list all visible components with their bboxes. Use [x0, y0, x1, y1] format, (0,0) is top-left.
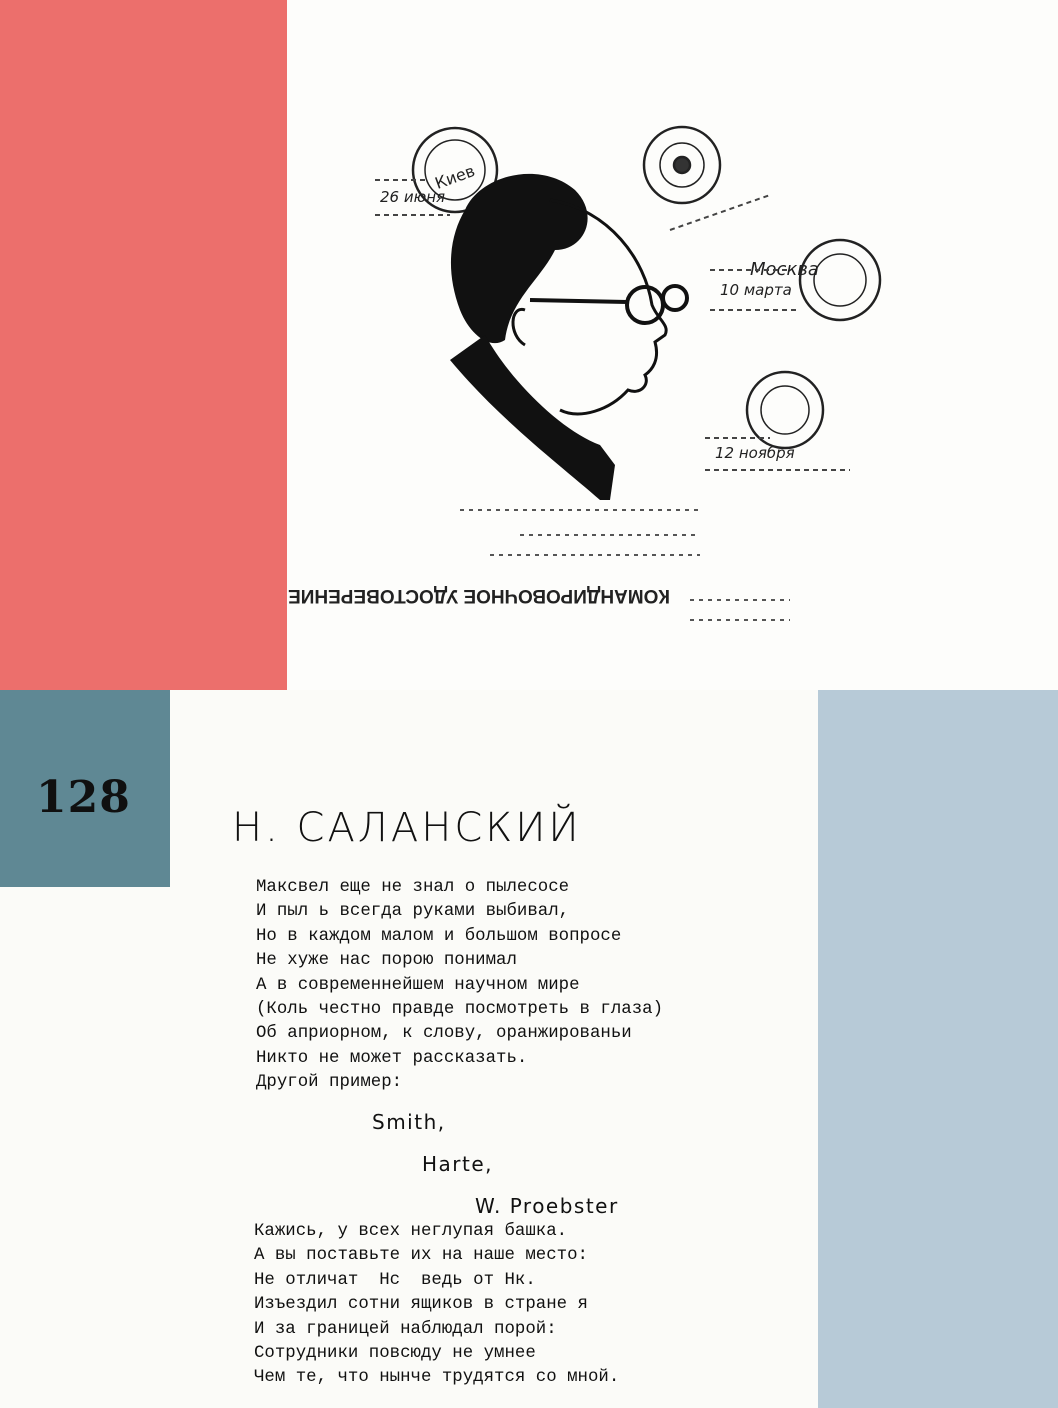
author-name: Н. САЛАНСКИЙ [232, 805, 582, 851]
poem-line: И пыл ь всегда руками выбивал, [256, 902, 570, 922]
poem-line: И за границей наблюдал порой: [254, 1319, 557, 1339]
poem-line: Не хуже нас порою понимал [256, 951, 517, 971]
poem-line: Чем те, что нынче трудятся со мной. [254, 1368, 620, 1388]
poem-line: Но в каждом малом и большом вопросе [256, 926, 622, 946]
name-proebster: W. Proebster [475, 1194, 619, 1218]
caricature-illustration [288, 120, 900, 660]
text-panel-top [170, 690, 818, 887]
stamp-moscow [800, 240, 880, 320]
stamp-3 [747, 372, 823, 448]
poem-line: Изъездил сотни ящиков в стране я [254, 1295, 588, 1315]
poem-line: Никто не может рассказать. [256, 1048, 528, 1068]
stamp-date-1: 26 июня [380, 188, 446, 206]
stamp-date-2: 10 марта [720, 281, 792, 299]
poem-line: Другой пример: [256, 1073, 403, 1093]
poem-stanza-1 [256, 876, 663, 1096]
poem-stanza-2 [254, 1220, 619, 1391]
stamp-date-3: 12 ноября [715, 444, 795, 462]
poem-line: Об априорном, к слову, оранжированьи [256, 1024, 632, 1044]
blue-color-block [818, 690, 1058, 1408]
name-smith: Smith, [372, 1110, 446, 1134]
poem-line: (Коль честно правде посмотреть в глаза) [256, 1000, 664, 1020]
document-title: КОМАНДИРОВОЧНОЕ УДОСТОВЕРЕНИЕ [288, 585, 670, 606]
page-number: 128 [36, 772, 131, 823]
poem-line: Кажись, у всех неглупая башка. [254, 1222, 568, 1241]
poem-line: А в современнейшем научном мире [256, 975, 580, 995]
poem-line: Максвел еще не знал о пылесосе [256, 878, 570, 897]
red-color-block [0, 0, 287, 690]
poem-line: Сотрудники повсюду не умнее [254, 1344, 536, 1364]
stamp-2 [644, 127, 720, 203]
poem-line: Не отличат Hс ведь от Hк. [254, 1270, 536, 1290]
stamp-city-moscow: Москва [750, 259, 819, 280]
svg-text:Киев: Киев [432, 161, 478, 193]
poem-line: А вы поставьте их на наше место: [254, 1246, 588, 1266]
name-harte: Harte, [422, 1152, 494, 1176]
